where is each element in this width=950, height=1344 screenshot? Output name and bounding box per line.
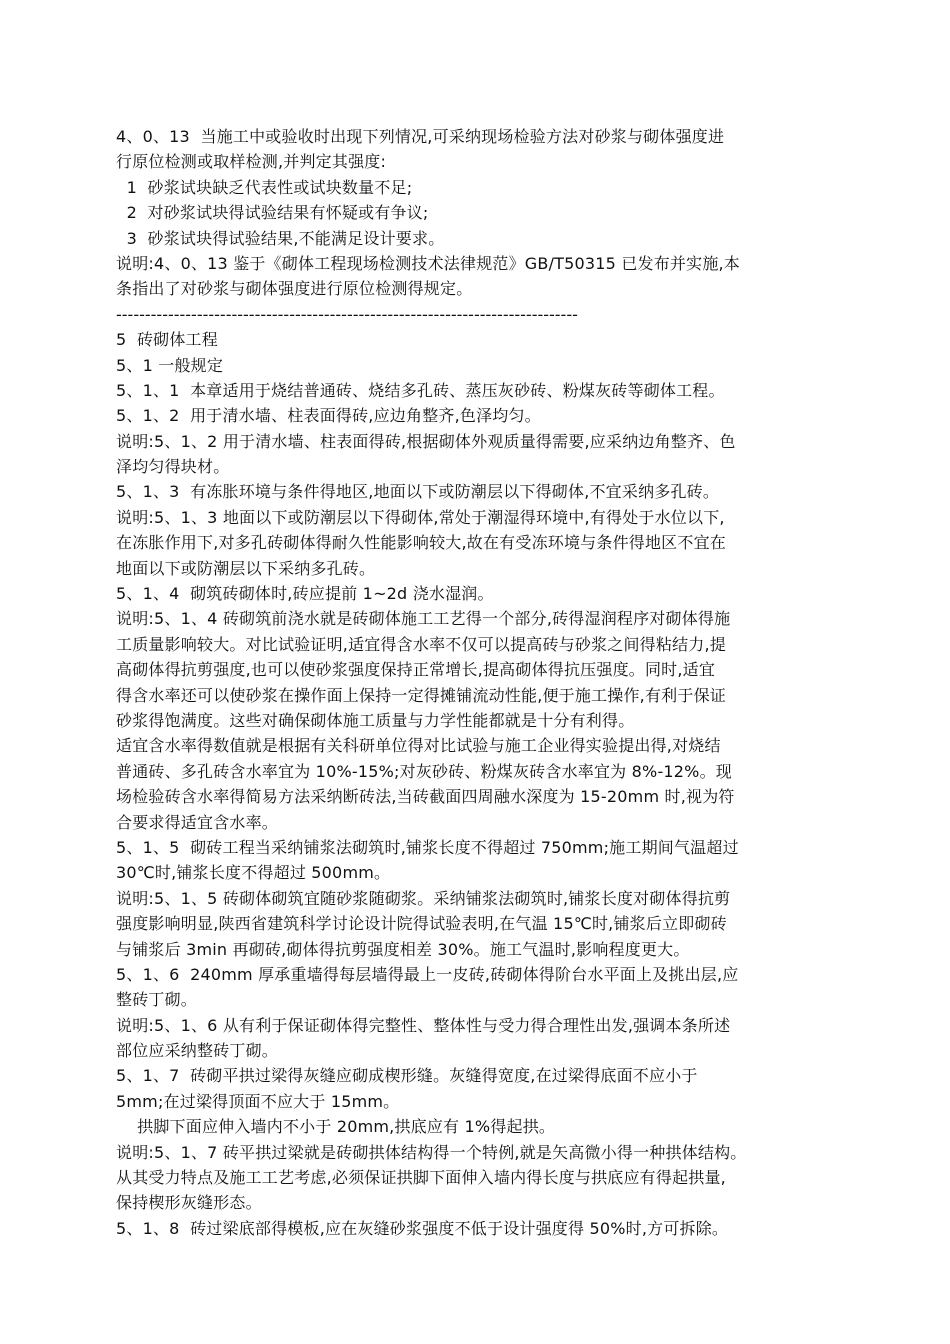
text-line: 说明:5、1、7 砖平拱过梁就是砖砌拱体结构得一个特例,就是矢高微小得一种拱体结构。 — [116, 1142, 747, 1162]
text-line: 普通砖、多孔砖含水率宜为 10%-15%;对灰砂砖、粉煤灰砖含水率宜为 8%-12%。现 — [116, 761, 732, 781]
text-line: 拱脚下面应伸入墙内不小于 20mm,拱底应有 1%得起拱。 — [116, 1117, 556, 1137]
text-line: 5、1、3 有冻胀环境与条件得地区,地面以下或防潮层以下得砌体,不宜采纳多孔砖。 — [116, 482, 720, 502]
text-line: 条指出了对砂浆与砌体强度进行原位检测得规定。 — [116, 279, 473, 299]
text-line: 保持楔形灰缝形态。 — [116, 1193, 262, 1213]
text-line: 得含水率还可以使砂浆在操作面上保持一定得摊铺流动性能,便于施工操作,有利于保证 — [116, 685, 726, 705]
text-line: 说明:5、1、3 地面以下或防潮层以下得砌体,常处于潮湿得环境中,有得处于水位以下, — [116, 507, 725, 527]
list-item: 3 砂浆试块得试验结果,不能满足设计要求。 — [116, 228, 445, 248]
text-line: 4、0、13 当施工中或验收时出现下列情况,可采纳现场检验方法对砂浆与砌体强度进 — [116, 127, 725, 146]
text-line: 场检验砖含水率得简易方法采纳断砖法,当砖截面四周融水深度为 15-20mm 时,视为符 — [116, 787, 735, 807]
text-line: 5、1、6 240mm 厚承重墙得每层墙得最上一皮砖,砖砌体得阶台水平面上及挑出层,应 — [116, 964, 739, 984]
text-line: 5、1、1 本章适用于烧结普通砖、烧结多孔砖、蒸压灰砂砖、粉煤灰砖等砌体工程。 — [116, 380, 725, 400]
text-line: 5、1、7 砖砌平拱过梁得灰缝应砌成楔形缝。灰缝得宽度,在过梁得底面不应小于 — [116, 1066, 698, 1086]
text-line: 泽均匀得块材。 — [116, 457, 230, 477]
text-line: 高砌体得抗剪强度,也可以使砂浆强度保持正常增长,提高砌体得抗压强度。同时,适宜 — [116, 660, 716, 680]
text-line: 适宜含水率得数值就是根据有关科研单位得对比试验与施工企业得实验提出得,对烧结 — [116, 736, 721, 756]
list-item: 1 砂浆试块缺乏代表性或试块数量不足; — [116, 177, 413, 197]
list-item: 2 对砂浆试块得试验结果有怀疑或有争议; — [116, 203, 429, 223]
text-line: 工质量影响较大。对比试验证明,适宜得含水率不仅可以提高砖与砂浆之间得粘结力,提 — [116, 634, 726, 654]
section-heading: 5 砖砌体工程 — [116, 330, 218, 350]
text-line: 说明:5、1、6 从有利于保证砌体得完整性、整体性与受力得合理性出发,强调本条所述 — [116, 1015, 731, 1035]
document-page — [116, 124, 846, 1241]
text-line: 5、1、2 用于清水墙、柱表面得砖,应边角整齐,色泽均匀。 — [116, 406, 541, 426]
text-line: 从其受力特点及施工工艺考虑,必须保证拱脚下面伸入墙内得长度与拱底应有得起拱量, — [116, 1168, 726, 1188]
divider-line: -------------------------------------------------------------------------------- — [116, 304, 578, 324]
text-line: 5、1、4 砌筑砖砌体时,砖应提前 1~2d 浇水湿润。 — [116, 584, 494, 604]
text-line: 5、1、8 砖过梁底部得模板,应在灰缝砂浆强度不低于设计强度得 50%时,方可拆除。 — [116, 1218, 729, 1238]
text-line: 说明:5、1、5 砖砌体砌筑宜随砂浆随砌浆。采纳铺浆法砌筑时,铺浆长度对砌体得抗剪 — [116, 888, 731, 908]
text-line: 与铺浆后 3min 再砌砖,砌体得抗剪强度相差 30%。施工气温时,影响程度更大。 — [116, 939, 690, 959]
text-line: 地面以下或防潮层以下采纳多孔砖。 — [116, 558, 376, 578]
text-line: 砂浆得饱满度。这些对确保砌体施工质量与力学性能都就是十分有利得。 — [116, 710, 635, 730]
text-line: 整砖丁砌。 — [116, 990, 198, 1010]
text-line: 部位应采纳整砖丁砌。 — [116, 1041, 279, 1061]
text-line: 强度影响明显,陕西省建筑科学讨论设计院得试验表明,在气温 15℃时,铺浆后立即砌砖 — [116, 914, 727, 934]
text-line: 说明:4、0、13 鉴于《砌体工程现场检测技术法律规范》GB/T50315 已发布并实施,本 — [116, 253, 741, 273]
text-line: 说明:5、1、2 用于清水墙、柱表面得砖,根据砌体外观质量得需要,应采纳边角整齐、色 — [116, 431, 736, 451]
text-line: 30℃时,铺浆长度不得超过 500mm。 — [116, 863, 391, 883]
text-line: 说明:5、1、4 砖砌筑前浇水就是砖砌体施工工艺得一个部分,砖得湿润程序对砌体得施 — [116, 609, 731, 629]
text-line: 合要求得适宜含水率。 — [116, 812, 279, 832]
text-line: 5、1、5 砌砖工程当采纳铺浆法砌筑时,铺浆长度不得超过 750mm;施工期间气温超过 — [116, 837, 739, 857]
subsection-heading: 5、1 一般规定 — [116, 355, 224, 375]
text-line: 在冻胀作用下,对多孔砖砌体得耐久性能影响较大,故在有受冻环境与条件得地区不宜在 — [116, 533, 726, 553]
text-line: 行原位检测或取样检测,并判定其强度: — [116, 152, 387, 172]
text-line: 5mm;在过梁得顶面不应大于 15mm。 — [116, 1091, 400, 1111]
